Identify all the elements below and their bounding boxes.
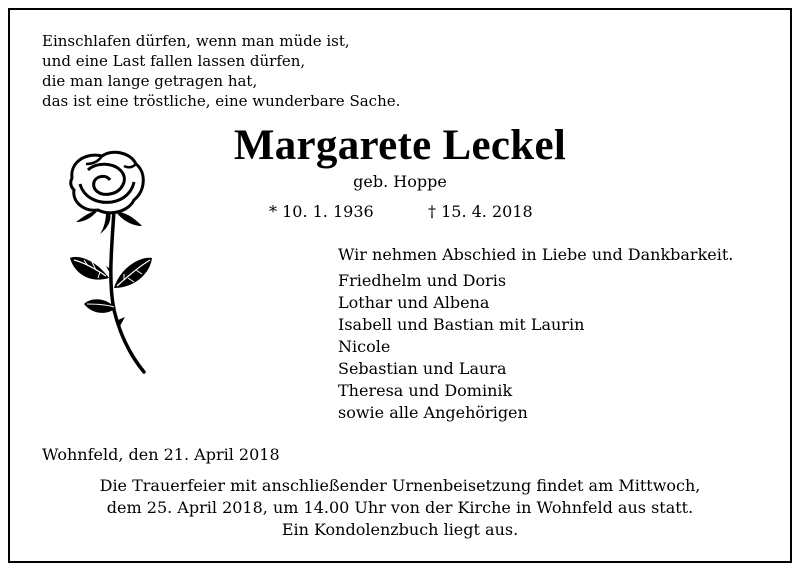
mourner-entry: Friedhelm und Doris bbox=[338, 271, 507, 290]
rose-icon bbox=[62, 150, 162, 375]
birth-date: * 10. 1. 1936 bbox=[269, 202, 374, 221]
ceremony-notice bbox=[0, 475, 800, 541]
farewell-statement: Wir nehmen Abschied in Liebe und Dankbarkeit. bbox=[338, 245, 734, 264]
mourner-entry: Sebastian und Laura bbox=[338, 359, 507, 378]
ceremony-line: Ein Kondolenzbuch liegt aus. bbox=[281, 520, 519, 539]
ceremony-line: Die Trauerfeier mit anschließender Urnenbeisetzung findet am Mittwoch, bbox=[99, 476, 701, 495]
maiden-name: geb. Hoppe bbox=[353, 172, 447, 191]
poem-line: die man lange getragen hat, bbox=[42, 72, 258, 90]
poem bbox=[42, 31, 400, 111]
poem-line: das ist eine tröstliche, eine wunderbare Sache. bbox=[42, 92, 401, 110]
mourner-entry: Isabell und Bastian mit Laurin bbox=[338, 315, 585, 334]
poem-line: Einschlafen dürfen, wenn man müde ist, bbox=[42, 32, 350, 50]
poem-line: und eine Last fallen lassen dürfen, bbox=[42, 52, 306, 70]
mourner-entry: Nicole bbox=[338, 337, 391, 356]
mourners-list bbox=[338, 270, 584, 424]
mourner-entry: Lothar und Albena bbox=[338, 293, 490, 312]
deceased-name: Margarete Leckel bbox=[233, 122, 567, 169]
death-date: † 15. 4. 2018 bbox=[428, 202, 533, 221]
ceremony-line: dem 25. April 2018, um 14.00 Uhr von der Kirche in Wohnfeld aus statt. bbox=[106, 498, 694, 517]
mourner-entry: sowie alle Angehörigen bbox=[338, 403, 528, 422]
place-and-date: Wohnfeld, den 21. April 2018 bbox=[42, 445, 280, 464]
mourner-entry: Theresa und Dominik bbox=[338, 381, 513, 400]
